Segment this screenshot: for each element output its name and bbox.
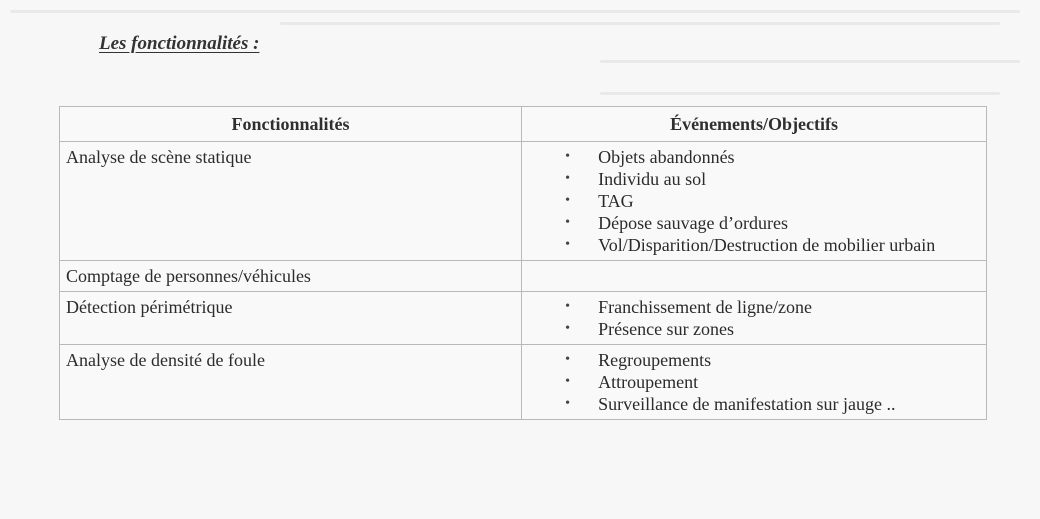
scan-artifact [280, 22, 1000, 25]
events-cell [522, 142, 987, 261]
events-cell-empty [522, 261, 987, 292]
table-row [60, 261, 987, 292]
table-row [60, 292, 987, 345]
feature-cell: Détection périmétrique [60, 292, 522, 345]
event-text: Présence sur zones [598, 319, 735, 339]
bullet-dot-icon: • [565, 396, 570, 411]
list-item [522, 349, 976, 371]
event-text: Vol/Disparition/Destruction de mobilier urbain [598, 235, 936, 255]
bullet-dot-icon: • [565, 215, 570, 230]
events-cell [522, 345, 987, 420]
table-row [60, 345, 987, 420]
list-item [522, 212, 976, 234]
list-item [522, 318, 976, 340]
events-list [522, 349, 976, 415]
event-text: Surveillance de manifestation sur jauge .. [598, 394, 896, 414]
event-text: Regroupements [598, 350, 712, 370]
scan-artifact [10, 10, 1020, 13]
feature-cell: Analyse de densité de foule [60, 345, 522, 420]
bullet-dot-icon: • [565, 374, 570, 389]
bullet-dot-icon: • [565, 171, 570, 186]
event-text: TAG [598, 191, 634, 211]
events-cell [522, 292, 987, 345]
events-list [522, 296, 976, 340]
bullet-dot-icon: • [565, 352, 570, 367]
list-item [522, 393, 976, 415]
list-item [522, 234, 976, 256]
list-item [522, 371, 976, 393]
bullet-dot-icon: • [565, 299, 570, 314]
features-table [59, 106, 987, 420]
table-row [60, 142, 987, 261]
scan-artifact [600, 60, 1020, 63]
list-item [522, 190, 976, 212]
column-header-events: Événements/Objectifs [522, 107, 987, 142]
event-text: Dépose sauvage d’ordures [598, 213, 789, 233]
event-text: Objets abandonnés [598, 147, 735, 167]
column-header-features: Fonctionnalités [60, 107, 522, 142]
section-heading: Les fonctionnalités : [99, 33, 260, 54]
feature-cell: Comptage de personnes/véhicules [60, 261, 522, 292]
events-list [522, 146, 976, 256]
feature-cell: Analyse de scène statique [60, 142, 522, 261]
bullet-dot-icon: • [565, 149, 570, 164]
event-text: Individu au sol [598, 169, 707, 189]
bullet-dot-icon: • [565, 193, 570, 208]
event-text: Franchissement de ligne/zone [598, 297, 813, 317]
table-header-row [60, 107, 987, 142]
list-item [522, 296, 976, 318]
list-item [522, 168, 976, 190]
bullet-dot-icon: • [565, 321, 570, 336]
bullet-dot-icon: • [565, 237, 570, 252]
scan-artifact [600, 92, 1000, 95]
list-item [522, 146, 976, 168]
event-text: Attroupement [598, 372, 699, 392]
